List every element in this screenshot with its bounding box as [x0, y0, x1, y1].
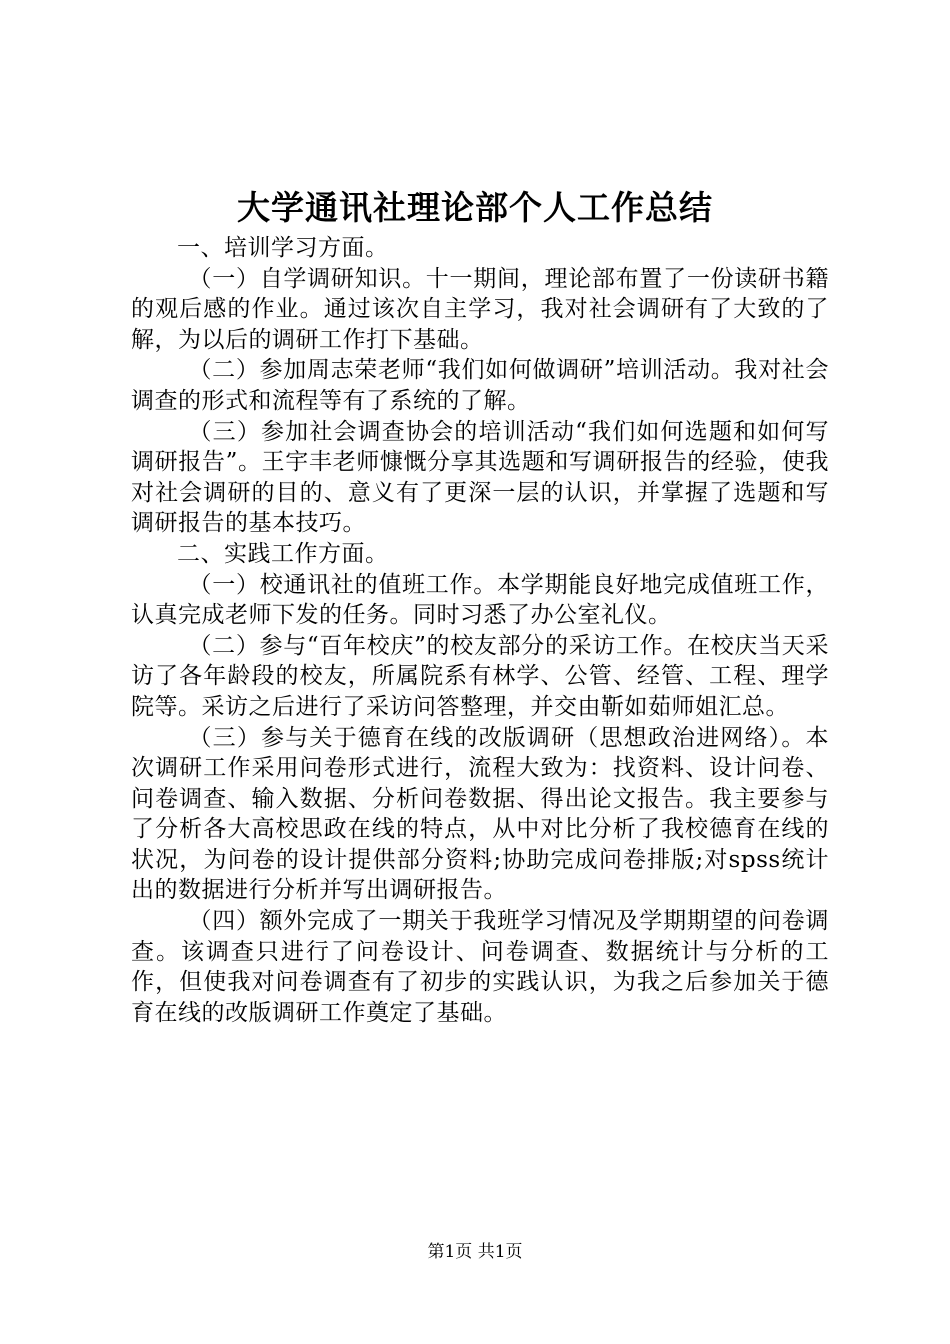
paragraph-survey-association: （三）参加社会调查协会的培训活动“我们如何选题和如何写调研报告”。王宇丰老师慷慨分享其选题和写调研报告的经验，使我对社会调研的目的、意义有了更深一层的认识，并掌握了选题和写调研报告的基本技巧。: [131, 418, 829, 537]
page-footer: 第1页 共1页: [427, 1242, 523, 1262]
paragraph-duty-work: （一）校通讯社的值班工作。本学期能良好地完成值班工作，认真完成老师下发的任务。同时习悉了办公室礼仪。: [131, 571, 829, 629]
section-heading-practice: 二、实践工作方面。: [177, 540, 389, 567]
paragraph-class-survey: （四）额外完成了一期关于我班学习情况及学期期望的问卷调查。该调查只进行了问卷设计、问卷调查、数据统计与分析的工作，但使我对问卷调查有了初步的实践认识，为我之后参加关于德育在线的改版调研工作奠定了基础。: [131, 908, 829, 1026]
section-heading-training: 一、培训学习方面。: [177, 235, 389, 261]
paragraph-zhou-training: （二）参加周志荣老师“我们如何做调研”培训活动。我对社会调查的形式和流程等有了系统的了解。: [131, 357, 829, 414]
document-title: 大学通讯社理论部个人工作总结: [237, 188, 713, 227]
paragraph-moral-education-research: （三）参与关于德育在线的改版调研（思想政治进网络）。本次调研工作采用问卷形式进行，流程大致为：找资料、设计问卷、问卷调查、输入数据、分析问卷数据、得出论文报告。我主要参与了分析各大高校思政在线的特点，从中对比分析了我校德育在线的状况，为问卷的设计提供部分资料;协助完成问卷排版;对spss统计出的数据进行分析并写出调研报告。: [131, 724, 829, 904]
document-body: [131, 233, 829, 1028]
paragraph-self-study: （一）自学调研知识。十一期间，理论部布置了一份读研书籍的观后感的作业。通过该次自主学习，我对社会调研有了大致的了解，为以后的调研工作打下基础。: [131, 265, 829, 353]
paragraph-anniversary-interview: （二）参与“百年校庆”的校友部分的采访工作。在校庆当天采访了各年龄段的校友，所属院系有林学、公管、经管、工程、理学院等。采访之后进行了采访问答整理，并交由靳如茹师姐汇总。: [131, 632, 829, 720]
